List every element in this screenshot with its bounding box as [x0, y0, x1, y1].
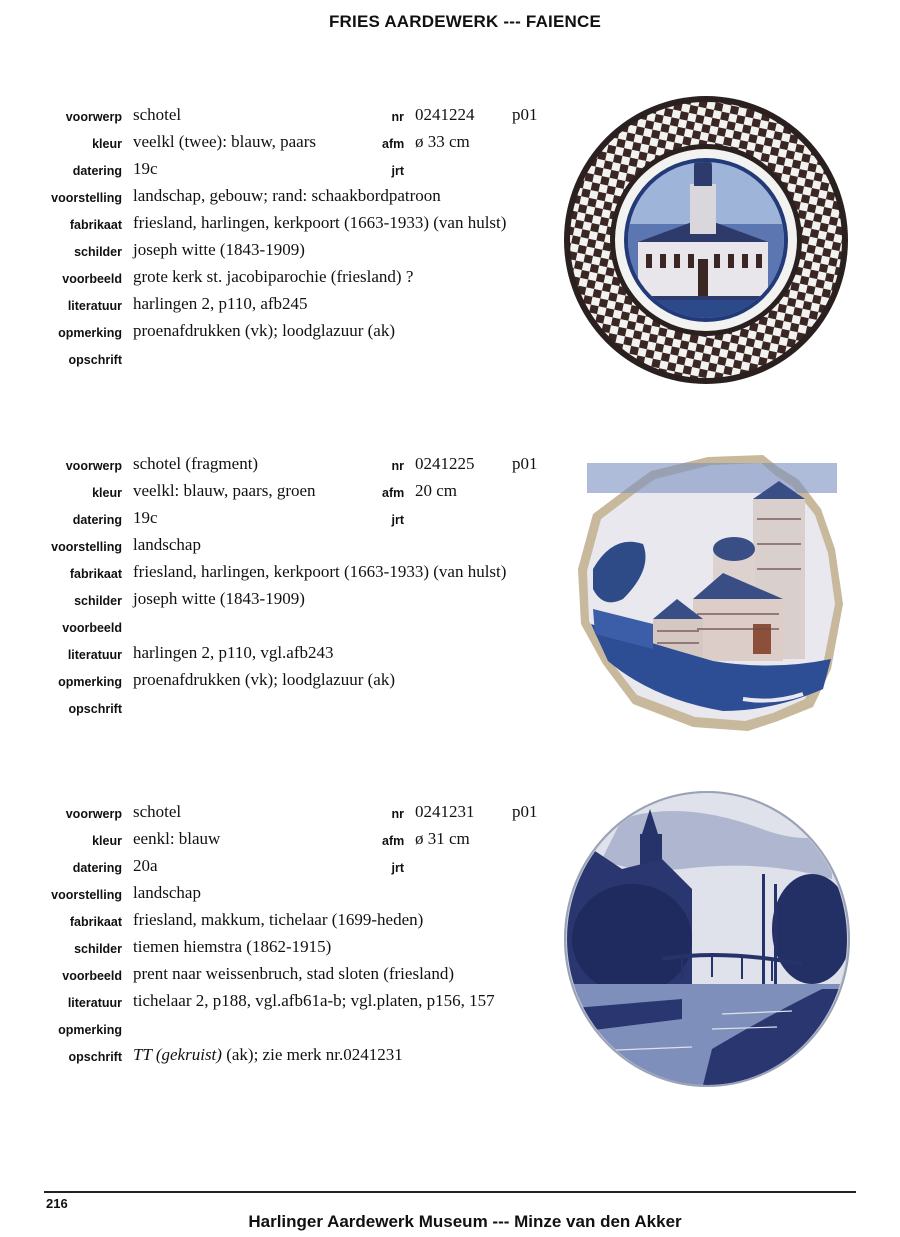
value-schilder: joseph witte (1843-1909): [133, 240, 305, 259]
value-opmerking: proenafdrukken (vk); loodglazuur (ak): [133, 670, 395, 689]
opschrift-text: (ak); zie merk nr.0241231: [221, 1045, 403, 1064]
label-datering: datering: [72, 164, 122, 178]
label-opschrift: opschrift: [68, 1050, 122, 1064]
label-jrt: jrt: [391, 861, 404, 875]
label-voorwerp: voorwerp: [65, 110, 122, 124]
label-kleur: kleur: [92, 834, 122, 848]
label-schilder: schilder: [74, 245, 122, 259]
label-opmerking: opmerking: [58, 326, 122, 340]
label-fabrikaat: fabrikaat: [69, 567, 122, 581]
value-afm: 20 cm: [415, 481, 458, 500]
label-afm: afm: [382, 137, 405, 151]
value-schilder: tiemen hiemstra (1862-1915): [133, 937, 332, 956]
label-opschrift: opschrift: [68, 702, 122, 716]
label-nr: nr: [391, 459, 404, 473]
label-voorstelling: voorstelling: [51, 191, 122, 205]
value-nr: 0241231: [415, 802, 475, 821]
label-fabrikaat: fabrikaat: [69, 218, 122, 232]
label-literatuur: literatuur: [67, 299, 122, 313]
value-afm: ø 31 cm: [415, 829, 470, 848]
label-literatuur: literatuur: [67, 996, 122, 1010]
label-voorbeeld: voorbeeld: [62, 272, 122, 286]
plate-fragment-photo: [573, 449, 857, 735]
value-kleur: veelkl: blauw, paars, groen: [133, 481, 316, 500]
value-opmerking: proenafdrukken (vk); loodglazuur (ak): [133, 321, 395, 340]
value-voorwerp: schotel: [133, 105, 182, 124]
page-footer: Harlinger Aardewerk Museum --- Minze van den Akker: [248, 1212, 682, 1231]
label-afm: afm: [382, 486, 405, 500]
label-voorstelling: voorstelling: [51, 888, 122, 902]
value-voorstelling: landschap: [133, 535, 201, 554]
page-number: 216: [46, 1196, 68, 1211]
value-page-ref: p01: [512, 105, 538, 124]
value-nr: 0241224: [415, 105, 475, 124]
label-opmerking: opmerking: [58, 675, 122, 689]
value-datering: 19c: [133, 159, 158, 178]
value-literatuur: tichelaar 2, p188, vgl.afb61a-b; vgl.platen, p156, 157: [133, 991, 495, 1010]
value-literatuur: harlingen 2, p110, afb245: [133, 294, 308, 313]
plate-photo-landscape-blue: [562, 789, 852, 1089]
label-jrt: jrt: [391, 164, 404, 178]
label-voorstelling: voorstelling: [51, 540, 122, 554]
value-page-ref: p01: [512, 454, 538, 473]
value-voorbeeld: prent naar weissenbruch, stad sloten (friesland): [133, 964, 454, 983]
label-opmerking: opmerking: [58, 1023, 122, 1037]
label-datering: datering: [72, 513, 122, 527]
value-voorwerp: schotel: [133, 802, 182, 821]
value-voorbeeld: grote kerk st. jacobiparochie (friesland) ?: [133, 267, 414, 286]
value-literatuur: harlingen 2, p110, vgl.afb243: [133, 643, 334, 662]
value-voorwerp: schotel (fragment): [133, 454, 259, 473]
label-kleur: kleur: [92, 486, 122, 500]
label-jrt: jrt: [391, 513, 404, 527]
label-schilder: schilder: [74, 594, 122, 608]
footer-rule: [44, 1191, 856, 1193]
label-kleur: kleur: [92, 137, 122, 151]
value-voorstelling: landschap: [133, 883, 201, 902]
value-fabrikaat: friesland, harlingen, kerkpoort (1663-1933) (van hulst): [133, 562, 507, 581]
label-voorbeeld: voorbeeld: [62, 969, 122, 983]
value-datering: 20a: [133, 856, 158, 875]
label-literatuur: literatuur: [67, 648, 122, 662]
label-voorbeeld: voorbeeld: [62, 621, 122, 635]
value-page-ref: p01: [512, 802, 538, 821]
page-header: FRIES AARDEWERK --- FAIENCE: [328, 12, 602, 31]
value-opschrift: [133, 1045, 403, 1065]
value-fabrikaat: friesland, makkum, tichelaar (1699-heden): [133, 910, 424, 929]
label-voorwerp: voorwerp: [65, 807, 122, 821]
value-schilder: joseph witte (1843-1909): [133, 589, 305, 608]
label-voorwerp: voorwerp: [65, 459, 122, 473]
value-kleur: veelkl (twee): blauw, paars: [133, 132, 316, 151]
value-nr: 0241225: [415, 454, 475, 473]
label-datering: datering: [72, 861, 122, 875]
label-opschrift: opschrift: [68, 353, 122, 367]
value-datering: 19c: [133, 508, 158, 527]
label-nr: nr: [391, 110, 404, 124]
label-fabrikaat: fabrikaat: [69, 915, 122, 929]
value-kleur: eenkl: blauw: [133, 829, 221, 848]
label-schilder: schilder: [74, 942, 122, 956]
value-afm: ø 33 cm: [415, 132, 470, 151]
label-nr: nr: [391, 807, 404, 821]
opschrift-italic: TT (gekruist): [133, 1045, 222, 1064]
label-afm: afm: [382, 834, 405, 848]
plate-scene-town: [562, 789, 852, 1089]
value-voorstelling: landschap, gebouw; rand: schaakbordpatroon: [133, 186, 441, 205]
value-fabrikaat: friesland, harlingen, kerkpoort (1663-1933) (van hulst): [133, 213, 507, 232]
plate-photo-checkerboard: [562, 94, 850, 386]
